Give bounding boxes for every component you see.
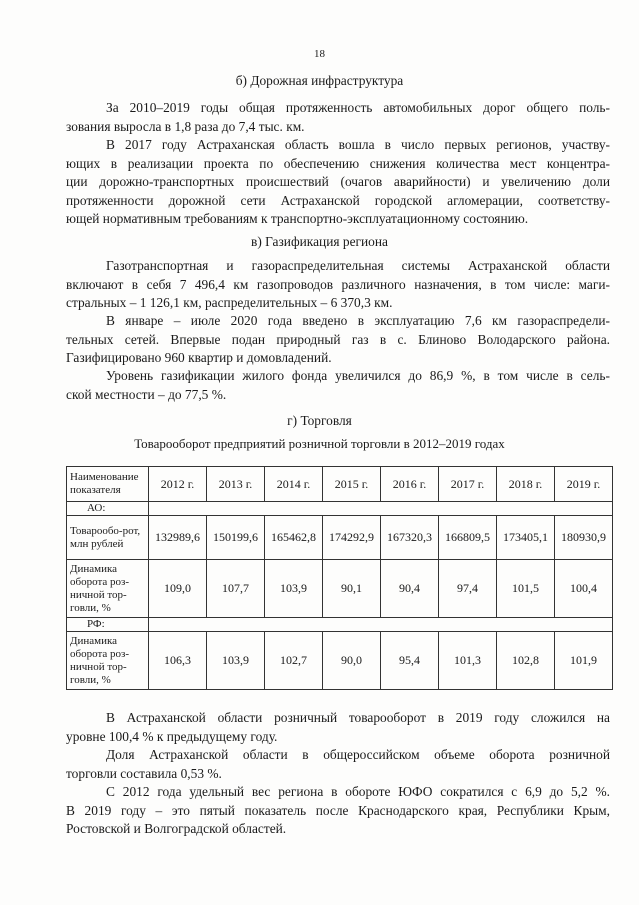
table-cell: 102,7 [265,632,323,690]
table-cell: 102,8 [497,632,555,690]
section-spacer [149,618,613,632]
year-header-cell: 2018 г. [497,467,555,502]
table-cell: 109,0 [149,560,207,618]
table-section-row-rf [67,618,613,632]
text-line: ской местности – до 77,5 %. [66,386,227,402]
text-line: ции дорожно-транспортных происшествий (очагов аварийности) и увеличению доли [66,174,610,189]
paragraph-trade-2 [66,746,610,783]
text-line: торговли составила 0,53 %. [66,765,222,781]
section-heading-roads: б) Дорожная инфраструктура [235,73,404,88]
table-cell: 90,4 [381,560,439,618]
table-cell: 165462,8 [265,516,323,560]
paragraph-gas-3 [66,367,610,404]
table-row [67,632,613,690]
paragraph-gas-1 [66,257,610,313]
table-row [67,560,613,618]
section-heading-trade: г) Торговля [287,413,352,428]
page-number: 18 [314,48,325,60]
paragraph-trade-1 [66,709,610,746]
table-section-row-ao [67,502,613,516]
header-label-cell: Наименование показателя [67,467,149,502]
text-line: В январе – июле 2020 года введено в эксплуатацию 7,6 км газораспредели- [106,313,610,328]
section-heading-gas: в) Газификация региона [251,234,388,249]
table-cell: 103,9 [207,632,265,690]
section-label-ao: АО: [67,502,149,516]
text-line: Ростовской и Волгоградской областей. [66,821,287,836]
table-cell: 166809,5 [439,516,497,560]
year-header-cell: 2013 г. [207,467,265,502]
table-row [67,516,613,560]
row-label: Динамика оборота роз-ничной тор-говли, % [67,632,149,690]
paragraph-trade-3 [66,783,610,839]
table-cell: 107,7 [207,560,265,618]
year-header-cell: 2017 г. [439,467,497,502]
text-line: В 2017 году Астраханская область вошла в число первых регионов, участву- [106,137,610,152]
table-cell: 167320,3 [381,516,439,560]
table-title: Товарооборот предприятий розничной торговли в 2012–2019 годах [134,436,505,451]
text-line: протяженности дорожной сети Астраханской городской агломерации, соответству- [66,192,610,208]
paragraph-roads-2 [66,136,610,229]
section-label-rf: РФ: [67,618,149,632]
text-line: Доля Астраханской области в общероссийском объеме оборота розничной [106,747,610,762]
table-cell: 101,5 [497,560,555,618]
text-line: За 2010–2019 годы общая протяженность автомобильных дорог общего поль- [106,100,610,115]
text-line: тельных сетей. Впервые подан природный газ в с. Блиново Володарского района. [66,331,610,347]
table-header-row [67,467,613,502]
year-header-cell: 2016 г. [381,467,439,502]
row-label: Динамика оборота роз-ничной тор-говли, % [67,560,149,618]
table-cell: 173405,1 [497,516,555,560]
table-cell: 90,1 [323,560,381,618]
text-line: С 2012 года удельный вес региона в обороте ЮФО сократился с 6,9 до 5,2 %. [106,784,610,799]
table-cell: 106,3 [149,632,207,690]
year-header-cell: 2014 г. [265,467,323,502]
table-cell: 150199,6 [207,516,265,560]
table-cell: 103,9 [265,560,323,618]
paragraph-roads-1 [66,99,610,136]
table-cell: 97,4 [439,560,497,618]
text-line: стральных – 1 126,1 км, распределительных – 6 370,3 км. [66,295,393,310]
text-line: включают в себя 7 496,4 км газопроводов различного назначения, в том числе: маги- [66,276,610,292]
year-header-cell: 2019 г. [555,467,613,502]
text-line: В Астраханской области розничный товарооборот в 2019 году сложился на [106,710,610,725]
year-header-cell: 2012 г. [149,467,207,502]
section-spacer [149,502,613,516]
text-line: Газотранспортная и газораспределительная системы Астраханской области [106,258,610,273]
table-cell: 174292,9 [323,516,381,560]
text-line: ющих в реализации проекта по обеспечению снижения количества мест концентра- [66,155,610,171]
text-line: Газифицировано 960 квартир и домовладений. [66,350,332,365]
text-line: зования выросла в 1,8 раза до 7,4 тыс. км. [66,118,305,134]
text-line: ющей нормативным требованиям к транспортно-эксплуатационному состоянию. [66,211,529,226]
text-line: В 2019 году – это пятый показатель после Краснодарского края, Республики Крым, [66,802,610,818]
year-header-cell: 2015 г. [323,467,381,502]
table-cell: 180930,9 [555,516,613,560]
paragraph-gas-2 [66,312,610,368]
table-cell: 101,3 [439,632,497,690]
text-line: Уровень газификации жилого фонда увеличился до 86,9 %, в том числе в сель- [106,368,610,383]
text-line: уровне 100,4 % к предыдущему году. [66,728,278,744]
retail-turnover-table [66,466,613,690]
table-cell: 132989,6 [149,516,207,560]
table-cell: 90,0 [323,632,381,690]
table-cell: 95,4 [381,632,439,690]
row-label: Товарообо-рот, млн рублей [67,516,149,560]
table-cell: 100,4 [555,560,613,618]
table-cell: 101,9 [555,632,613,690]
